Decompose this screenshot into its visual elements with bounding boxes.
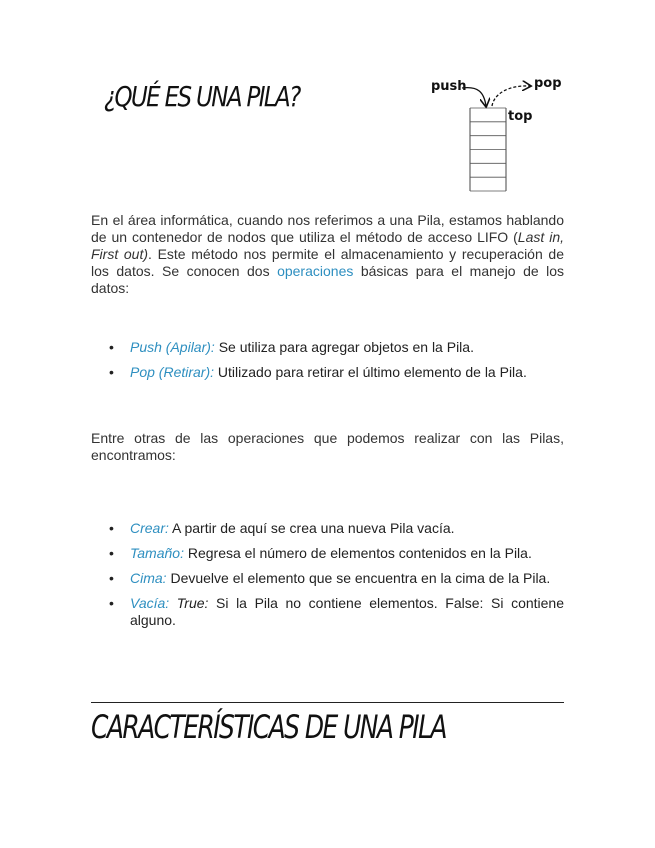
intro-paragraph <box>91 212 564 297</box>
bullet-icon: • <box>109 339 114 355</box>
bullet-icon: • <box>109 595 114 611</box>
bullet-icon: • <box>109 545 114 561</box>
bullet-icon: • <box>109 520 114 536</box>
other-operations-list <box>91 520 564 637</box>
lifo-expansion: Last in, First out) <box>91 229 564 262</box>
operation-emphasis: True: <box>169 595 209 611</box>
list-item <box>91 595 564 629</box>
list-item <box>91 570 564 587</box>
list-item <box>91 364 564 381</box>
operation-desc: Regresa el número de elementos contenidos en la Pila. <box>183 545 532 561</box>
bullet-icon: • <box>109 364 114 380</box>
list-item <box>91 520 564 537</box>
basic-operations-list <box>91 339 564 389</box>
pop-label: pop <box>534 76 562 91</box>
operation-desc: Devuelve el elemento que se encuentra en la cima de la Pila. <box>166 570 551 586</box>
push-label: push <box>431 79 467 94</box>
list-item <box>91 545 564 562</box>
operation-term: Tamaño: <box>130 545 184 561</box>
page-title: ¿QUÉ ES UNA PILA? <box>104 80 300 113</box>
section-divider <box>91 702 564 703</box>
pop-arrow <box>492 86 530 106</box>
operation-desc: A partir de aquí se crea una nueva Pila vacía. <box>168 520 455 536</box>
intro-text-3: básicas para el manejo de los datos: <box>91 263 565 296</box>
intro-text-2: . Este método nos permite el almacenamiento y recuperación de los datos. Se conocen dos <box>91 246 564 279</box>
operation-desc: Utilizado para retirar el último elemento de la Pila. <box>214 364 527 380</box>
list-item <box>91 339 564 356</box>
other-ops-intro: Entre otras de las operaciones que podemos realizar con las Pilas, encontramos: <box>91 430 564 463</box>
top-label: top <box>508 109 533 124</box>
operation-term: Pop (Retirar): <box>130 364 215 380</box>
stack-diagram <box>428 72 568 197</box>
operation-term: Push (Apilar): <box>130 339 215 355</box>
operation-term: Crear: <box>130 520 169 536</box>
operation-term: Cima: <box>130 570 167 586</box>
section-heading: CARACTERÍSTICAS DE UNA PILA <box>91 708 446 746</box>
operation-term: Vacía: <box>130 595 170 611</box>
intro-text-1: En el área informática, cuando nos referimos a una Pila, estamos hablando de un contenedor de nodos que utiliza el método de acceso LIFO ( <box>91 212 564 245</box>
stack-slots <box>470 108 506 191</box>
bullet-icon: • <box>109 570 114 586</box>
operation-desc: Se utiliza para agregar objetos en la Pila. <box>214 339 474 355</box>
operaciones-link[interactable]: operaciones <box>277 263 354 279</box>
operation-desc: Si la Pila no contiene elementos. False: Si contiene alguno. <box>130 595 565 628</box>
